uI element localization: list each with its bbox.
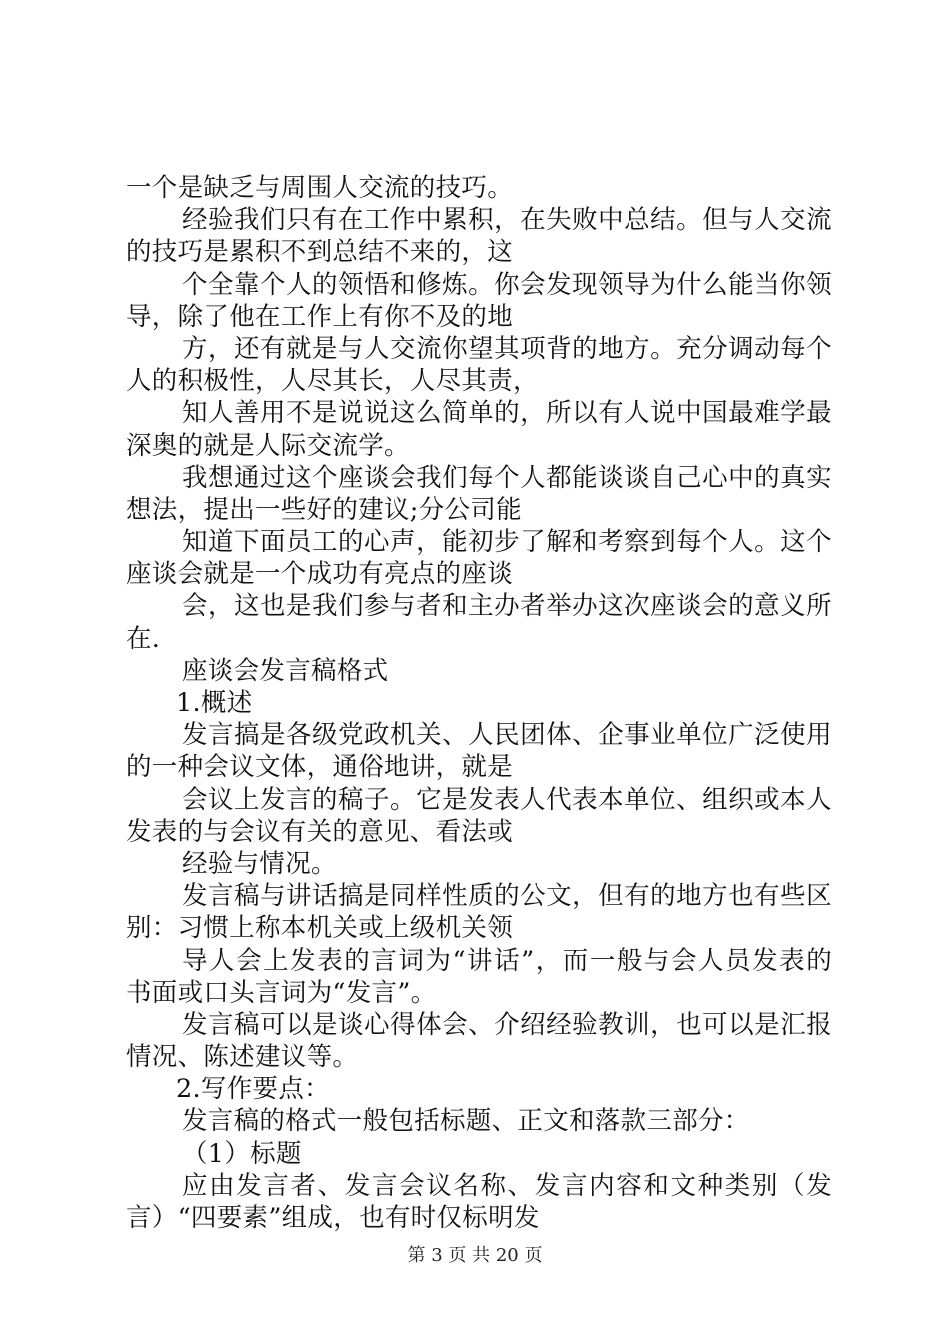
text-line: 别：习惯上称本机关或上级机关领	[126, 913, 514, 944]
text-line: （1）标题	[182, 1138, 302, 1169]
text-line: 经验我们只有在工作中累积，在失败中总结。但与人交流	[182, 205, 832, 236]
text-line: 2.写作要点：	[176, 1074, 330, 1105]
text-line: 座谈会就是一个成功有亮点的座谈	[126, 559, 514, 590]
text-line: 知人善用不是说说这么简单的，所以有人说中国最难学最	[182, 398, 832, 429]
text-line: 个全靠个人的领悟和修炼。你会发现领导为什么能当你领	[182, 269, 832, 300]
text-line: 发言稿的格式一般包括标题、正文和落款三部分：	[182, 1106, 750, 1137]
text-line: 发表的与会议有关的意见、看法或	[126, 816, 514, 847]
text-line: 知道下面员工的心声，能初步了解和考察到每个人。这个	[182, 527, 832, 558]
text-line: 言）“四要素”组成，也有时仅标明发	[126, 1203, 540, 1233]
text-line: 在.	[126, 623, 161, 654]
text-line: 我想通过这个座谈会我们每个人都能谈谈自己心中的真实	[182, 462, 832, 493]
page-number-label: 第 3 页 共 20 页	[407, 1245, 543, 1266]
document-body	[126, 172, 832, 1234]
text-line: 人的积极性，人尽其长，人尽其责，	[126, 366, 539, 397]
text-line: 一个是缺乏与周围人交流的技巧。	[126, 173, 514, 203]
text-line: 发言稿可以是谈心得体会、介绍经验教训，也可以是汇报	[182, 1009, 832, 1040]
text-line: 经验与情况。	[182, 848, 337, 879]
text-line: 导，除了他在工作上有你不及的地	[126, 301, 514, 332]
text-line: 发言稿与讲话搞是同样性质的公文，但有的地方也有些区	[182, 881, 832, 912]
text-line: 导人会上发表的言词为“讲话”，而一般与会人员发表的	[182, 945, 832, 976]
text-line: 书面或口头言词为“发言”。	[126, 977, 437, 1008]
text-line: 应由发言者、发言会议名称、发言内容和文种类别（发	[182, 1170, 832, 1201]
text-line: 情况、陈述建议等。	[126, 1042, 359, 1073]
text-line: 深奥的就是人际交流学。	[126, 430, 410, 461]
text-line: 会，这也是我们参与者和主办者举办这次座谈会的意义所	[182, 591, 832, 622]
text-line: 会议上发言的稿子。它是发表人代表本单位、组织或本人	[182, 784, 832, 815]
text-line: 座谈会发言稿格式	[182, 655, 389, 686]
text-line: 的一种会议文体，通俗地讲，就是	[126, 752, 514, 783]
text-line: 方，还有就是与人交流你望其项背的地方。充分调动每个	[182, 333, 832, 364]
page-footer	[0, 1241, 950, 1267]
text-line: 想法，提出一些好的建议;分公司能	[126, 494, 522, 525]
text-line: 发言搞是各级党政机关、人民团体、企事业单位广泛使用	[182, 720, 832, 751]
text-line: 的技巧是累积不到总结不来的，这	[126, 237, 514, 268]
text-line: 1.概述	[176, 688, 253, 718]
